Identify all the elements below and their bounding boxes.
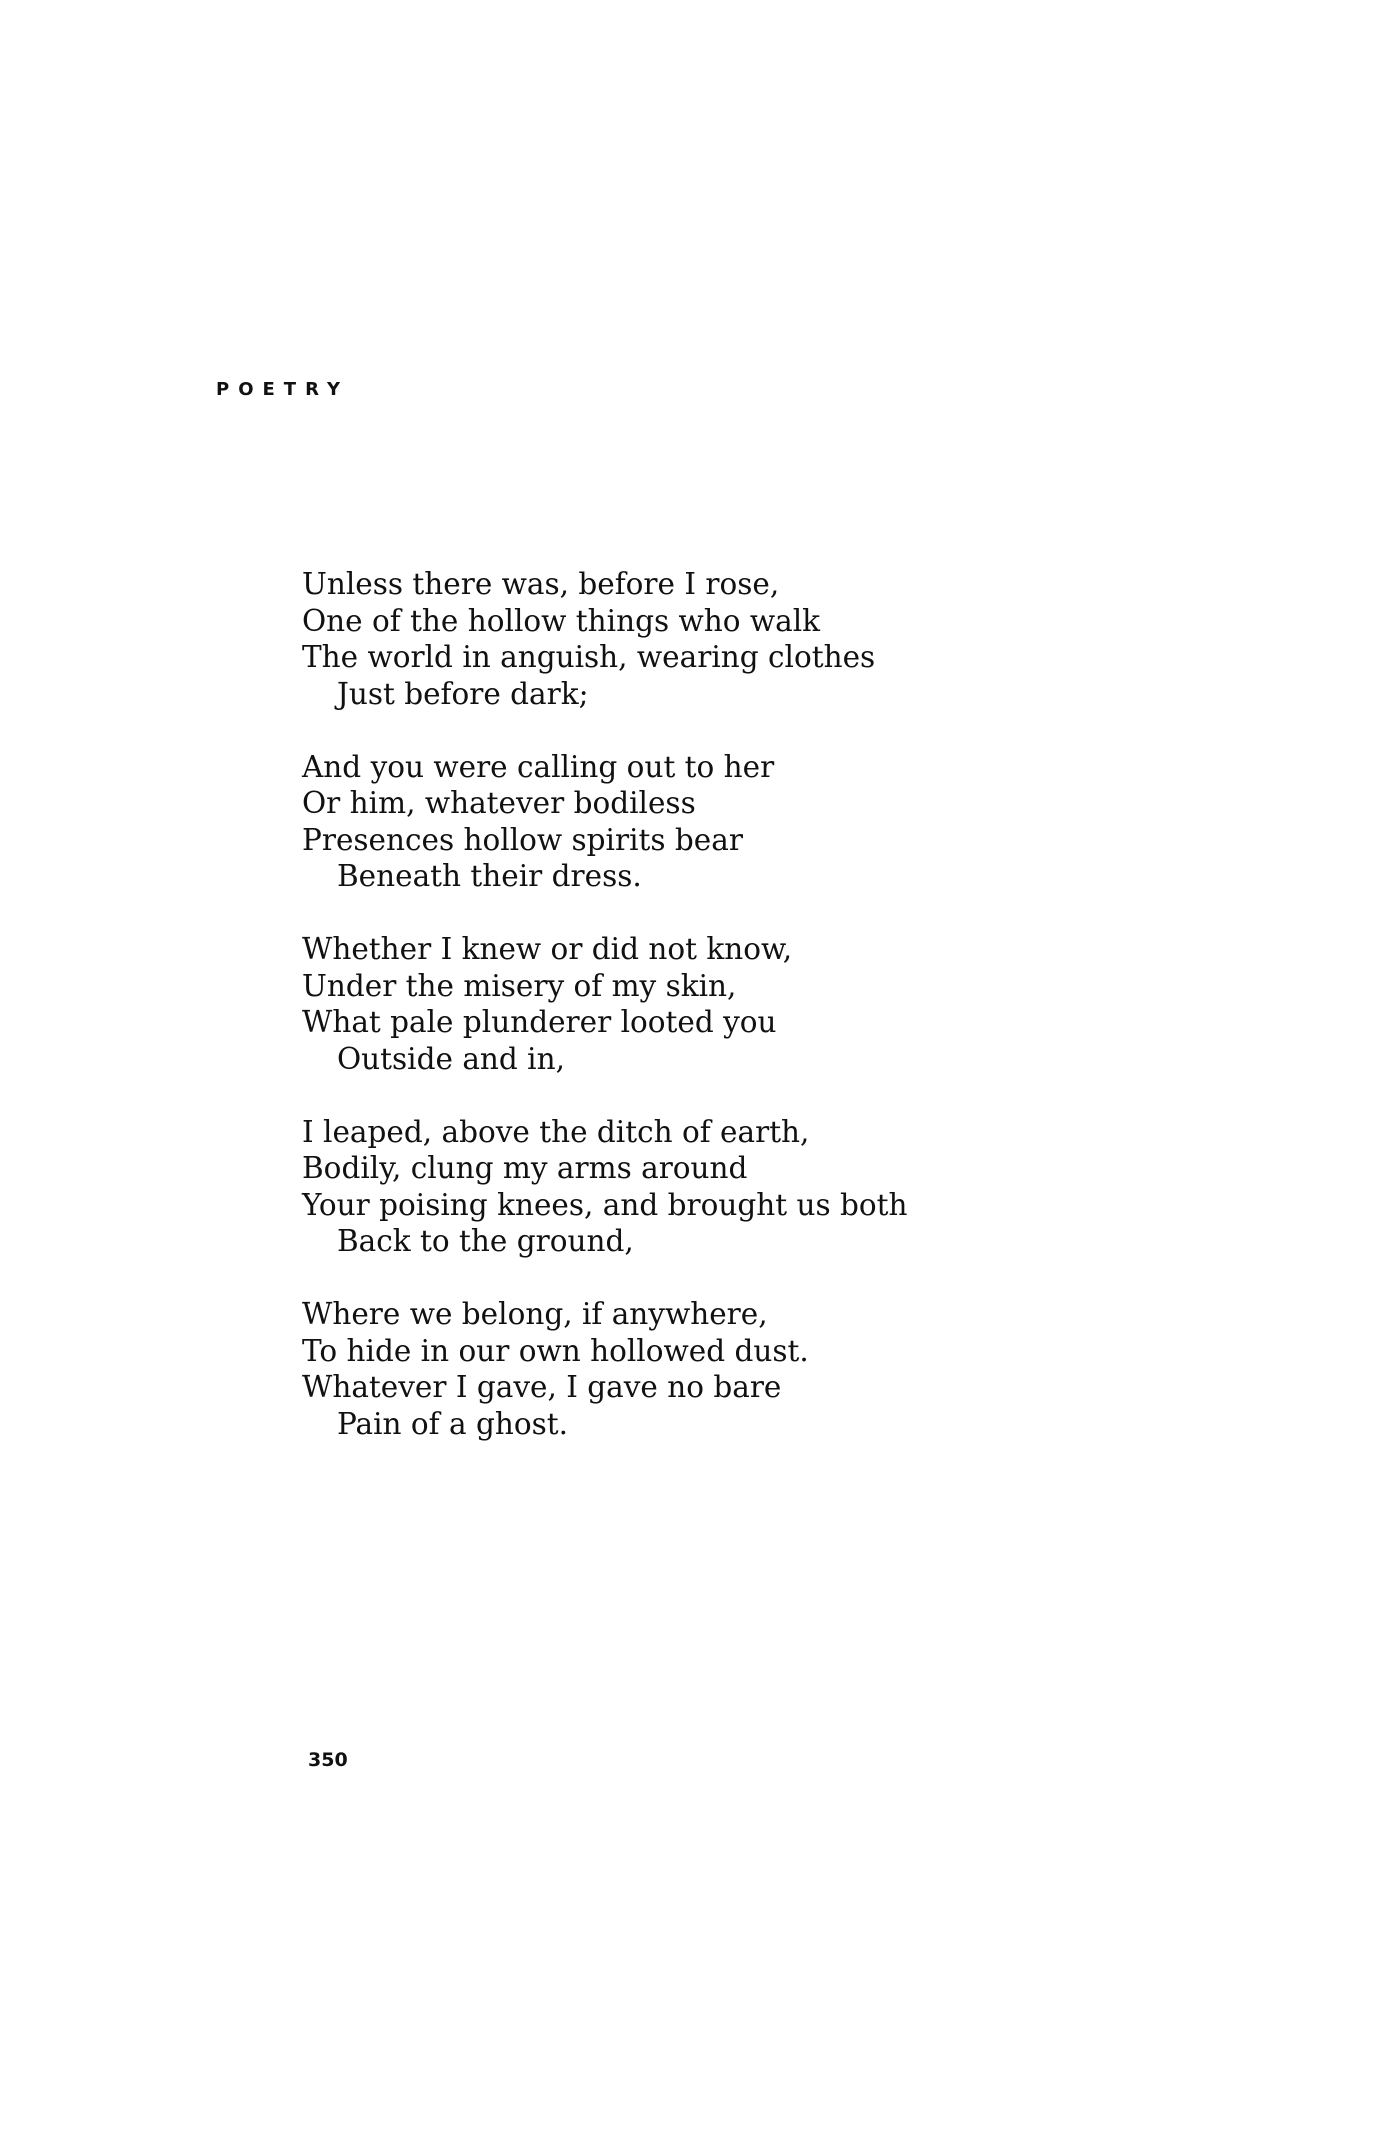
- poem-line: One of the hollow things who walk: [302, 603, 821, 638]
- poem-line-indented: Back to the ground,: [337, 1224, 634, 1258]
- poem-line: Unless there was, before I rose,: [302, 567, 780, 601]
- poem-line-indented: Outside and in,: [337, 1041, 565, 1076]
- poem-line-indented: Pain of a ghost.: [337, 1406, 568, 1441]
- poem-line-indented: Just before dark;: [337, 676, 589, 711]
- stanza-4: [302, 1114, 1302, 1260]
- poem-line: To hide in our own hollowed dust.: [302, 1333, 809, 1368]
- poem-line: Under the misery of my skin,: [302, 968, 737, 1003]
- poem-line: I leaped, above the ditch of earth,: [302, 1114, 810, 1149]
- page-number: 350: [308, 1749, 348, 1771]
- poem-line: Where we belong, if anywhere,: [302, 1297, 768, 1331]
- poem-line: Presences hollow spirits bear: [302, 822, 743, 857]
- running-head: POETRY: [216, 379, 349, 400]
- poem-line: Your poising knees, and brought us both: [302, 1187, 908, 1222]
- poem-line: What pale plunderer looted you: [302, 1005, 777, 1039]
- poem-line: The world in anguish, wearing clothes: [302, 640, 876, 674]
- poem-line: Or him, whatever bodiless: [302, 786, 696, 820]
- poem-line: Whatever I gave, I gave no bare: [302, 1370, 782, 1404]
- poem-line-indented: Beneath their dress.: [337, 859, 642, 893]
- poem-line: And you were calling out to her: [302, 749, 775, 784]
- stanza-3: [302, 931, 1302, 1077]
- poem-line: Bodily, clung my arms around: [302, 1151, 748, 1185]
- stanza-5: [302, 1296, 1302, 1442]
- stanza-1: [302, 566, 1302, 712]
- poem-line: Whether I knew or did not know,: [302, 932, 793, 966]
- poem-body: [302, 566, 1302, 1479]
- stanza-2: [302, 749, 1302, 895]
